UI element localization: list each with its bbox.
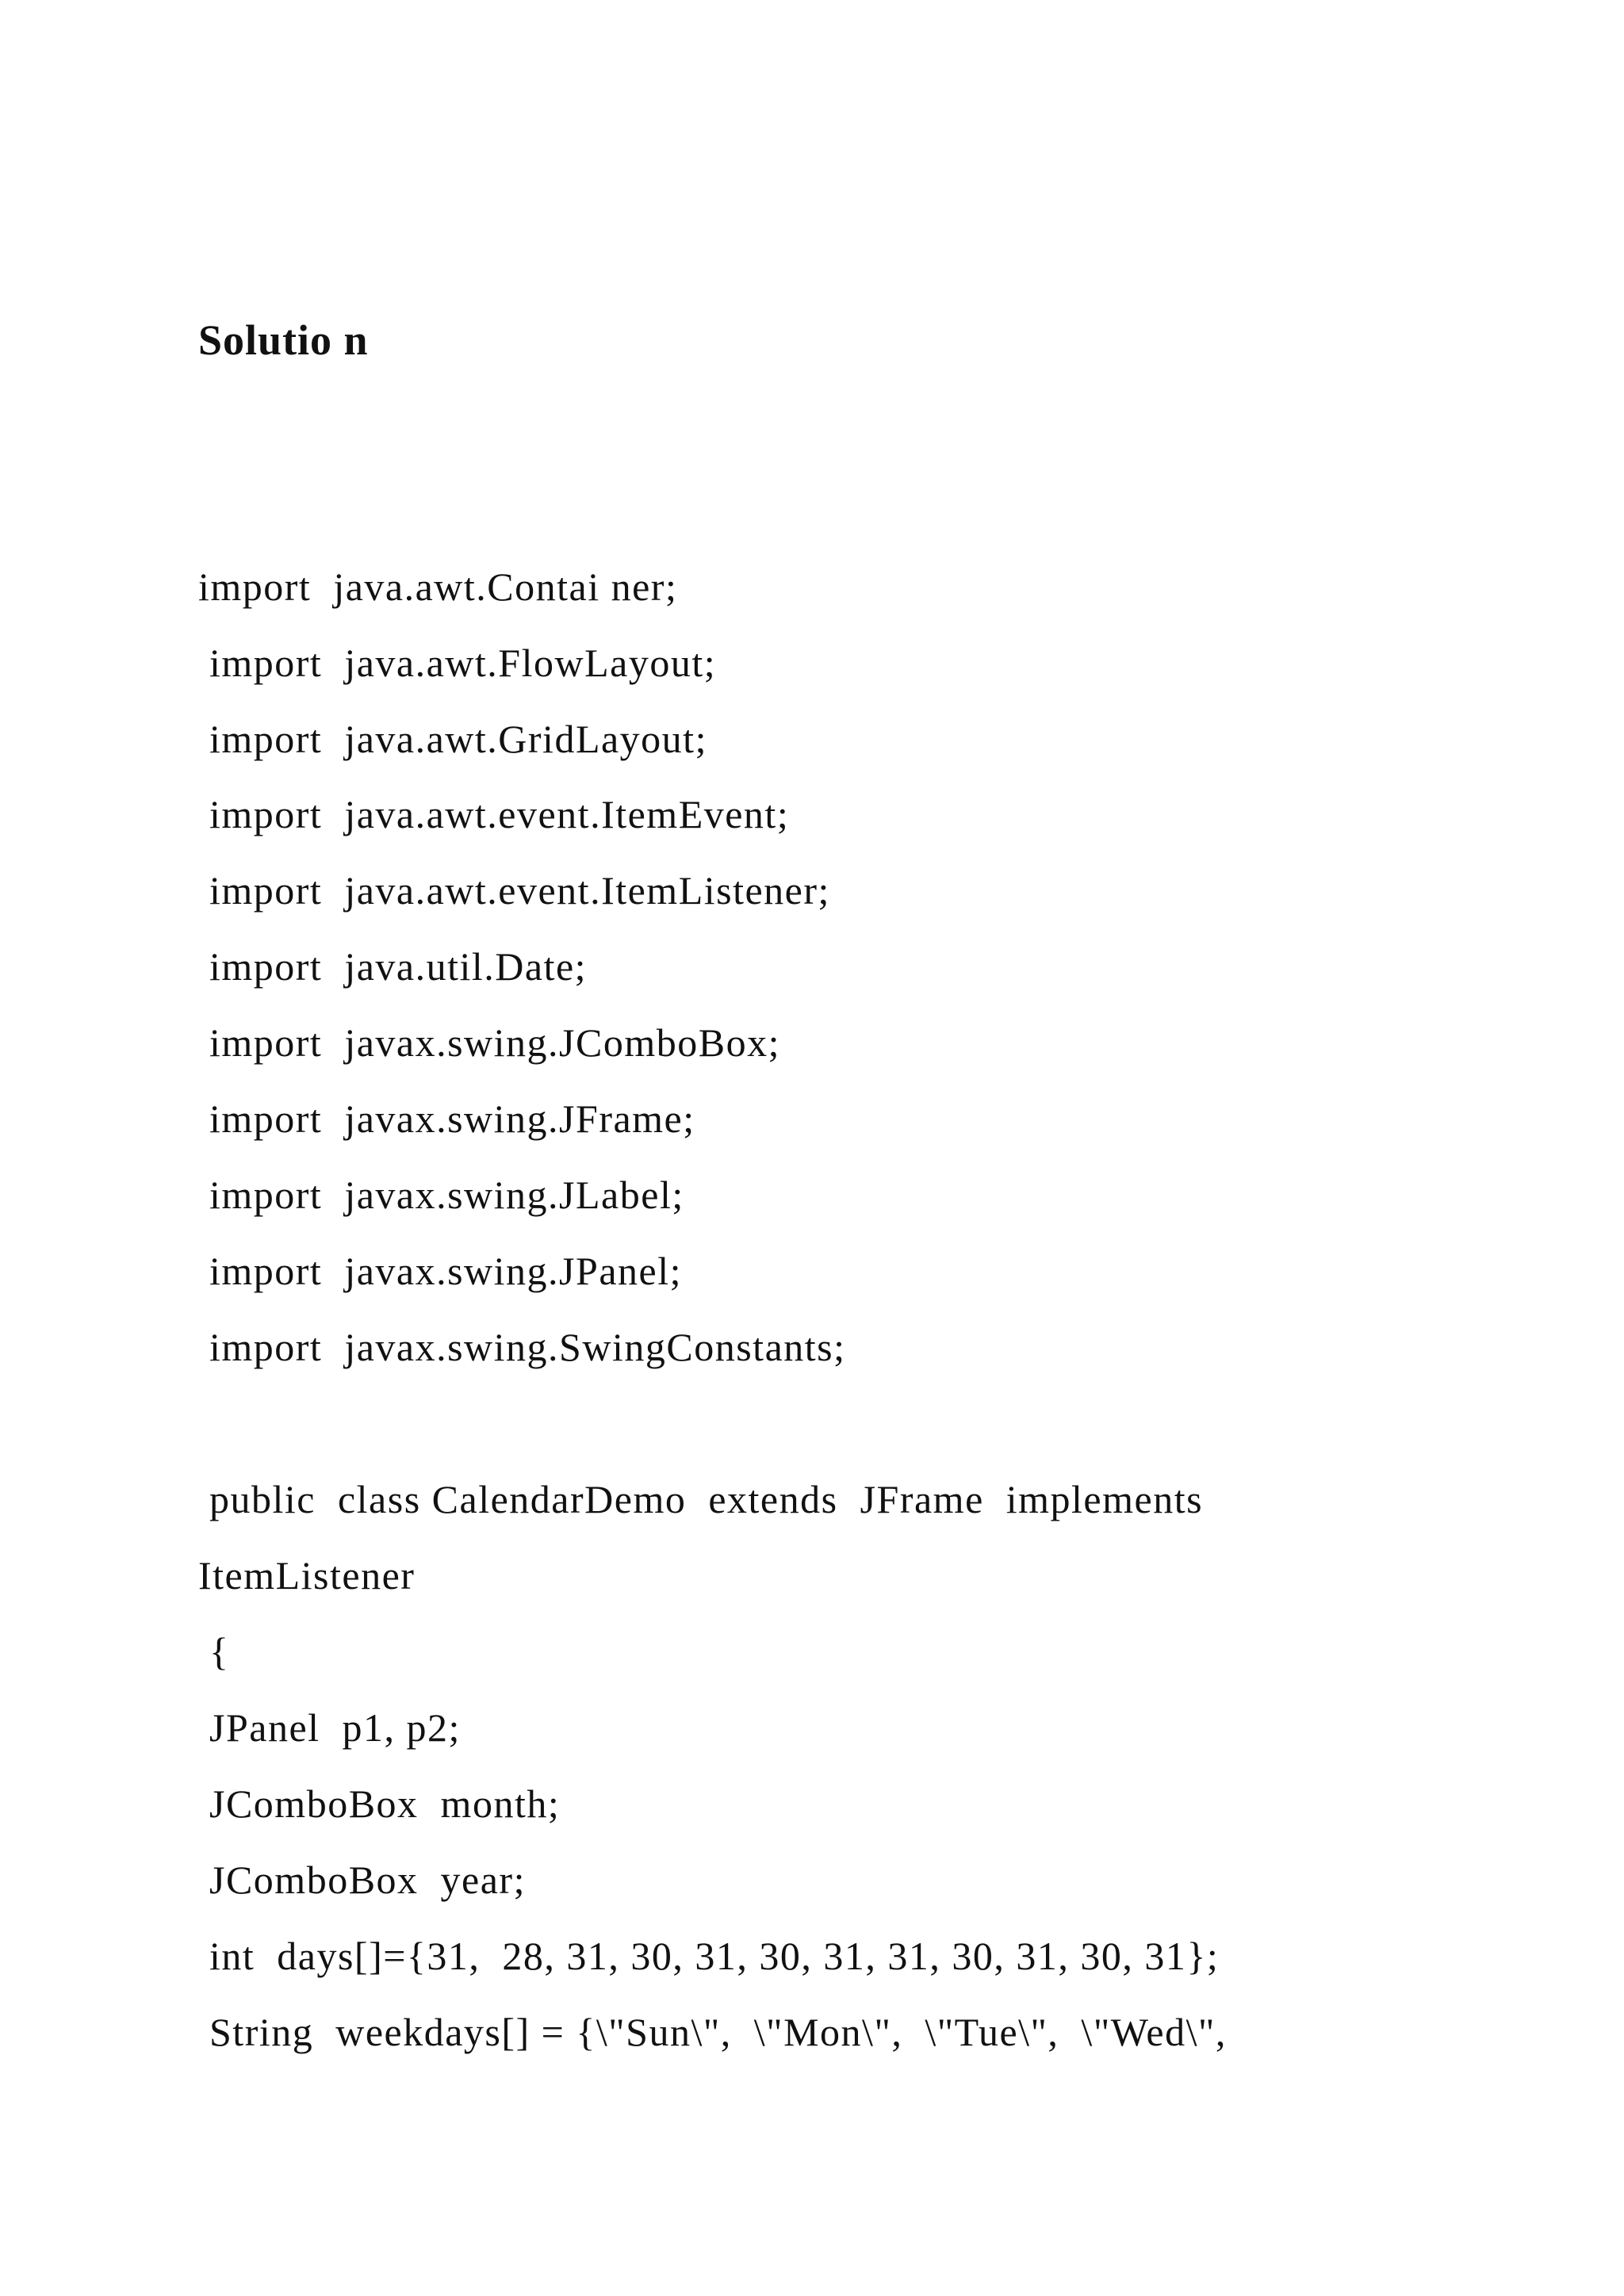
code-line: import javax.swing.JFrame; — [198, 1096, 695, 1141]
code-line: import java.awt.GridLayout; — [198, 717, 707, 761]
code-line: import java.awt.Contai ner; — [198, 564, 678, 609]
code-line: import java.awt.FlowLayout; — [198, 641, 717, 685]
code-line: import java.util.Date; — [198, 944, 588, 989]
code-line: int days[]={31, 28, 31, 30, 31, 30, 31, 31, 30, 31, 30, 31}; — [198, 1934, 1220, 1978]
code-line: JPanel p1, p2; — [198, 1705, 461, 1750]
solution-heading: Solutio n — [198, 316, 369, 364]
code-line: public class CalendarDemo extends JFrame implements — [198, 1477, 1204, 1521]
code-line: { — [198, 1629, 230, 1674]
code-line: JComboBox year; — [198, 1858, 526, 1902]
code-line: import javax.swing.JLabel; — [198, 1173, 684, 1217]
code-line: ItemListener — [198, 1553, 416, 1598]
code-line: import java.awt.event.ItemListener; — [198, 868, 830, 913]
code-line: import javax.swing.SwingConstants; — [198, 1325, 846, 1369]
code-line: import javax.swing.JComboBox; — [198, 1020, 780, 1065]
code-line: import java.awt.event.ItemEvent; — [198, 792, 790, 836]
code-line: JComboBox month; — [198, 1781, 561, 1826]
code-line: import javax.swing.JPanel; — [198, 1249, 682, 1293]
code-line: String weekdays[] = {\"Sun\", \"Mon\", \"Tue\", \"Wed\", — [198, 2010, 1227, 2054]
